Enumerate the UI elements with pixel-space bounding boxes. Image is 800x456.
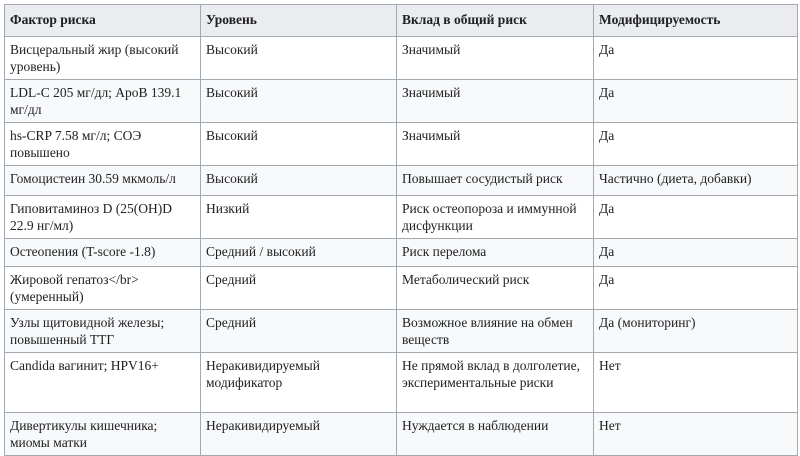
cell-level: Средний: [201, 267, 397, 310]
cell-contribution: Повышает сосудистый риск: [397, 166, 594, 196]
cell-modifiability: Да: [594, 267, 798, 310]
cell-risk-factor: Висцеральный жир (высокий уровень): [5, 37, 201, 80]
cell-risk-factor: Гомоцистеин 30.59 мкмоль/л: [5, 166, 201, 196]
cell-contribution: Значимый: [397, 80, 594, 123]
table-row: [5, 37, 798, 80]
table-header-row: [5, 5, 798, 37]
risk-factor-table: [4, 4, 798, 456]
header-contribution: Вклад в общий риск: [397, 5, 594, 37]
cell-level: Неракивидируемый: [201, 413, 397, 456]
cell-risk-factor: Узлы щитовидной железы; повышенный ТТГ: [5, 310, 201, 353]
table-row: [5, 267, 798, 310]
cell-level: Низкий: [201, 196, 397, 239]
cell-level: Высокий: [201, 166, 397, 196]
table-row: [5, 353, 798, 413]
cell-contribution: Возможное влияние на обмен веществ: [397, 310, 594, 353]
header-level: Уровень: [201, 5, 397, 37]
table-row: [5, 123, 798, 166]
cell-modifiability: Да: [594, 37, 798, 80]
cell-level: Средний / высокий: [201, 239, 397, 267]
cell-level: Высокий: [201, 37, 397, 80]
cell-risk-factor: Гиповитаминоз D (25(OH)D 22.9 нг/мл): [5, 196, 201, 239]
cell-level: Высокий: [201, 123, 397, 166]
cell-modifiability: Да: [594, 123, 798, 166]
header-modifiability: Модифицируемость: [594, 5, 798, 37]
cell-contribution: Риск остеопороза и иммунной дисфункции: [397, 196, 594, 239]
cell-contribution: Значимый: [397, 37, 594, 80]
cell-risk-factor: hs-CRP 7.58 мг/л; СОЭ повышено: [5, 123, 201, 166]
cell-level: Средний: [201, 310, 397, 353]
cell-modifiability: Частично (диета, добавки): [594, 166, 798, 196]
cell-modifiability: Да (мониторинг): [594, 310, 798, 353]
cell-contribution: Значимый: [397, 123, 594, 166]
table-row: [5, 80, 798, 123]
cell-contribution: Риск перелома: [397, 239, 594, 267]
cell-contribution: Метаболический риск: [397, 267, 594, 310]
cell-modifiability: Да: [594, 196, 798, 239]
table-row: [5, 310, 798, 353]
cell-risk-factor: Candida вагинит; HPV16+: [5, 353, 201, 413]
table-row: [5, 196, 798, 239]
risk-factor-table-container: [4, 4, 797, 456]
cell-contribution: Не прямой вклад в долголетие, экспериментальные риски: [397, 353, 594, 413]
table-row: [5, 239, 798, 267]
cell-risk-factor: Дивертикулы кишечника; миомы матки: [5, 413, 201, 456]
table-row: [5, 166, 798, 196]
cell-level: Неракивидируемый модификатор: [201, 353, 397, 413]
cell-risk-factor: Жировой гепатоз</br>(умеренный): [5, 267, 201, 310]
cell-modifiability: Да: [594, 80, 798, 123]
header-risk-factor: Фактор риска: [5, 5, 201, 37]
cell-risk-factor: Остеопения (T-score -1.8): [5, 239, 201, 267]
cell-modifiability: Да: [594, 239, 798, 267]
cell-level: Высокий: [201, 80, 397, 123]
table-row: [5, 413, 798, 456]
cell-risk-factor: LDL-C 205 мг/дл; ApoB 139.1 мг/дл: [5, 80, 201, 123]
cell-contribution: Нуждается в наблюдении: [397, 413, 594, 456]
cell-modifiability: Нет: [594, 413, 798, 456]
cell-modifiability: Нет: [594, 353, 798, 413]
